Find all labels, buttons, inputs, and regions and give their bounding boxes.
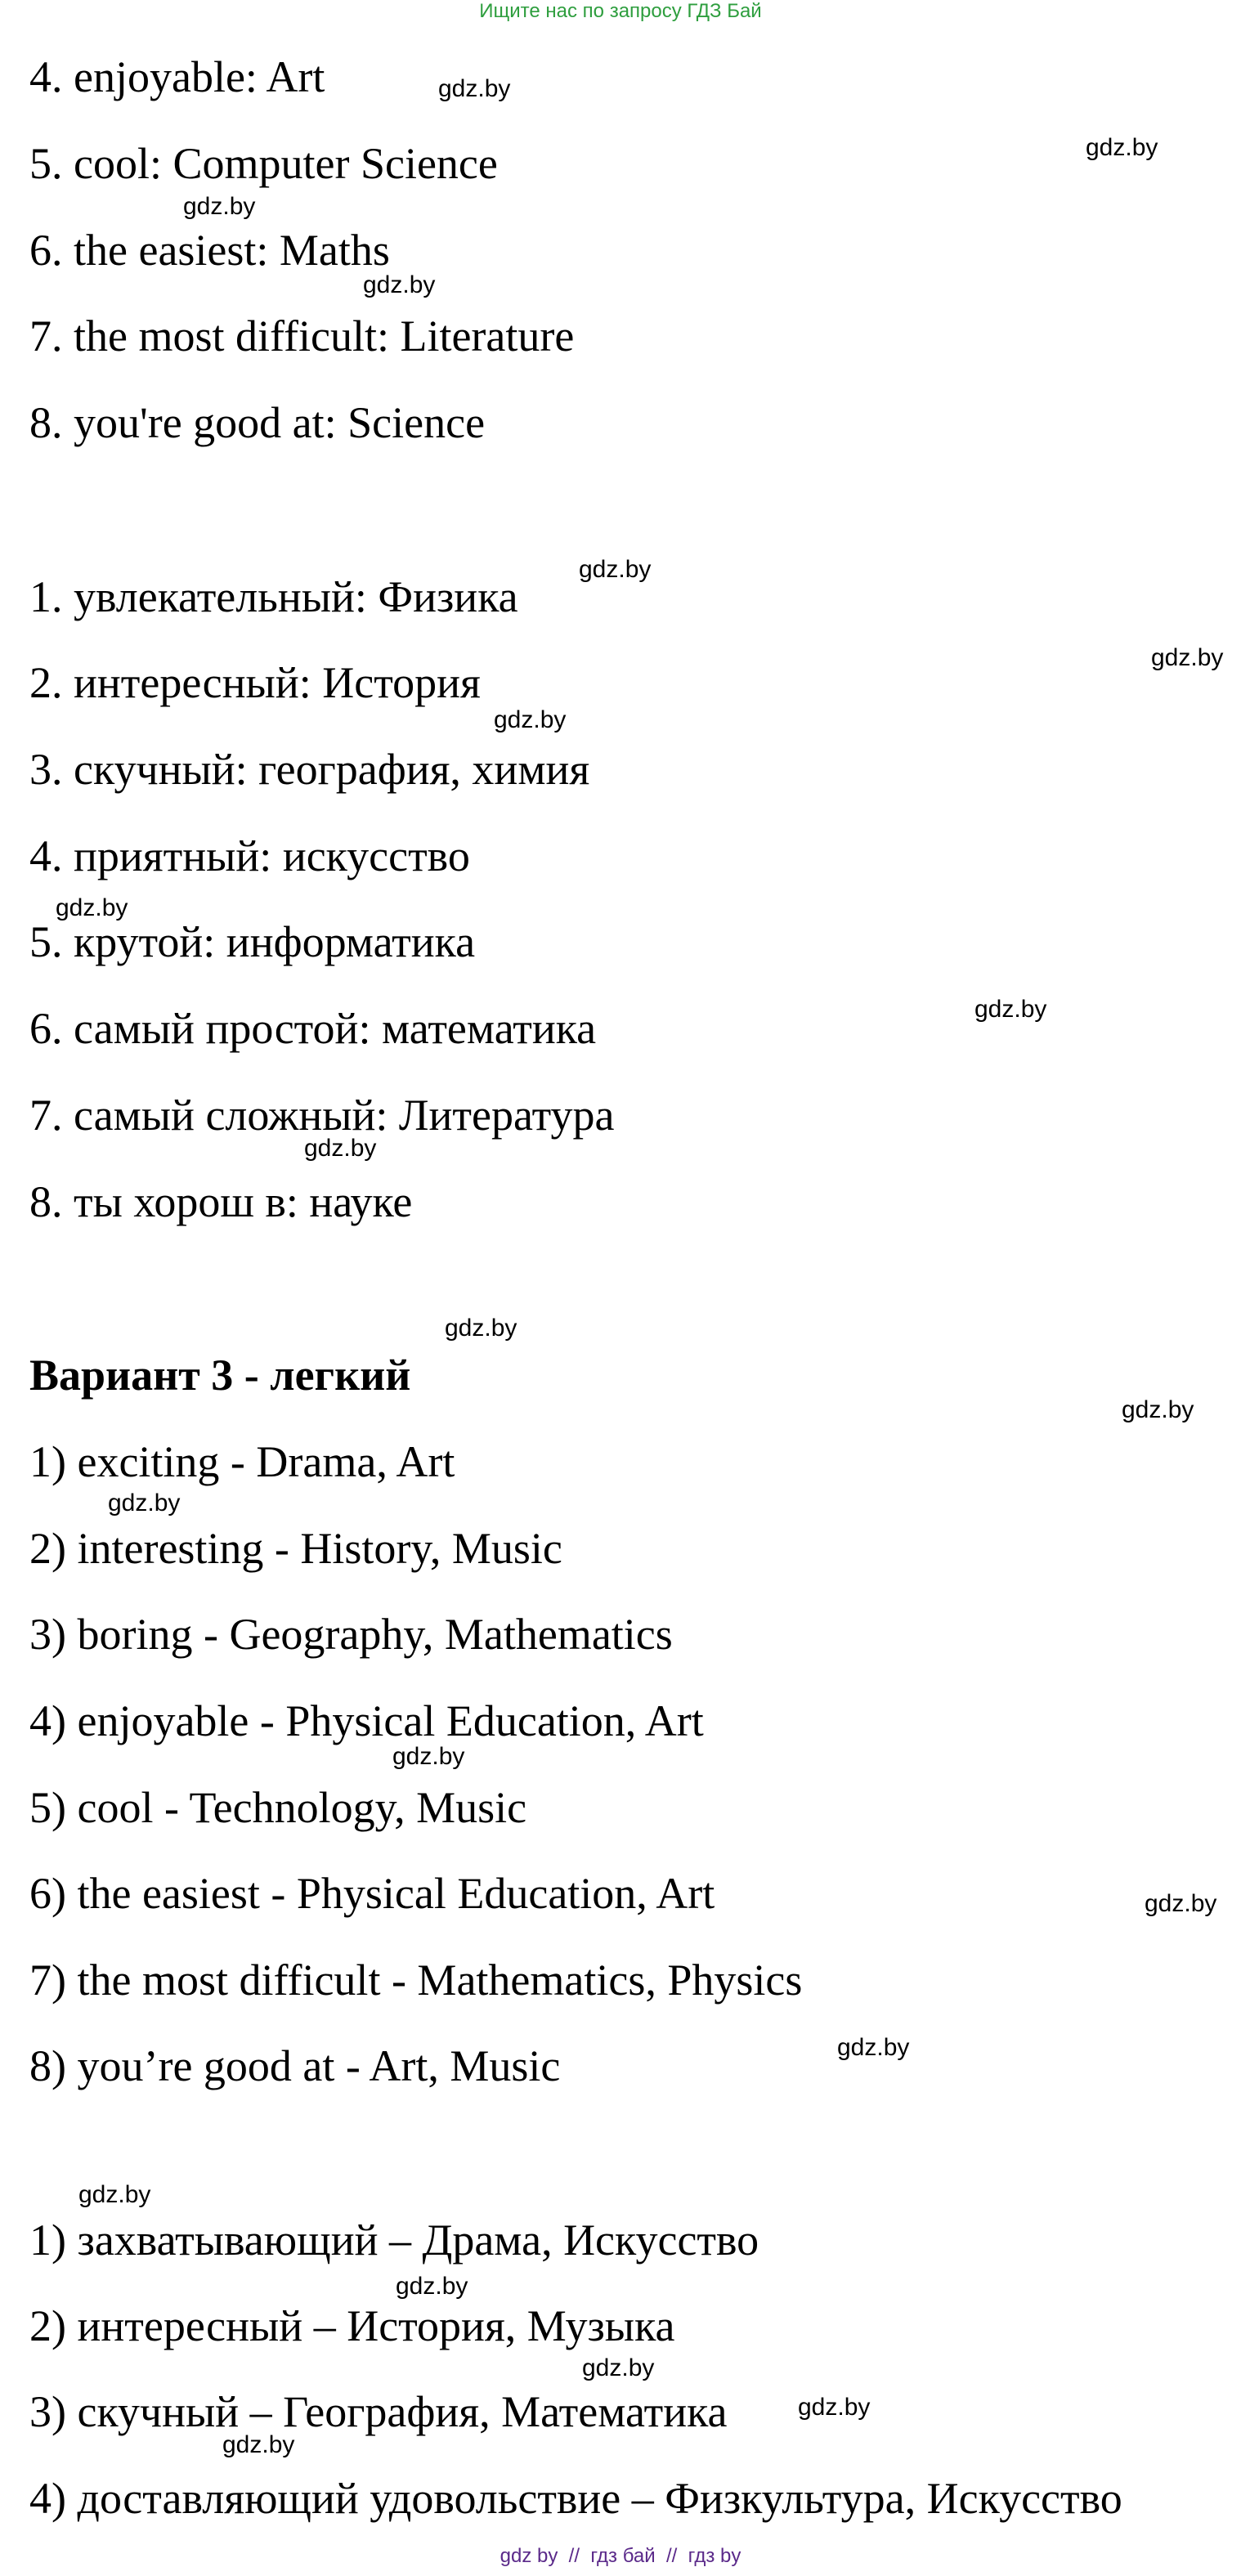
answer-line: 6. the easiest: Maths [29,226,390,275]
answer-line: 2) interesting - History, Music [29,1524,562,1573]
watermark: gdz.by [78,2181,151,2208]
section-heading: Вариант 3 - легкий [29,1351,411,1400]
translation-line: 1. увлекательный: Физика [29,572,518,621]
translation-line: 3. скучный: география, химия [29,745,590,794]
watermark: gdz.by [445,1315,517,1342]
answer-line: 1) exciting - Drama, Art [29,1437,455,1486]
translation-line: 4) доставляющий удовольствие – Физкультура, Искусство [29,2474,1122,2523]
answer-line: 5. cool: Computer Science [29,139,498,188]
translation-line: 1) захватывающий – Драма, Искусство [29,2215,759,2265]
translation-line: 7. самый сложный: Литература [29,1091,615,1140]
translation-line: 8. ты хорош в: науке [29,1177,413,1226]
watermark: gdz.by [974,996,1047,1023]
answer-line: 4. enjoyable: Art [29,52,325,101]
watermark: gdz.by [582,2354,655,2381]
answer-line: 3) boring - Geography, Mathematics [29,1610,673,1659]
watermark: gdz.by [222,2431,295,2458]
top-banner: Ищите нас по запросу ГДЗ Бай [479,0,762,22]
translation-line: 3) скучный – География, Математика [29,2387,728,2436]
watermark: gdz.by [396,2273,468,2300]
translation-line: 2) интересный – История, Музыка [29,2301,675,2350]
answer-line: 6) the easiest - Physical Education, Art [29,1869,715,1918]
watermark: gdz.by [494,706,567,733]
translation-line: 2. интересный: История [29,658,481,707]
watermark: gdz.by [579,556,652,583]
watermark: gdz.by [1145,1890,1217,1917]
watermark: gdz.by [798,2394,871,2421]
answer-line: 8) you’re good at - Art, Music [29,2041,561,2090]
translation-line: 6. самый простой: математика [29,1004,597,1053]
watermark: gdz.by [56,894,128,921]
answer-line: 7) the most difficult - Mathematics, Physics [29,1956,803,2005]
answer-line: 5) cool - Technology, Music [29,1783,527,1832]
watermark: gdz.by [837,2034,910,2061]
watermark: gdz.by [392,1743,465,1770]
watermark: gdz.by [1086,134,1158,161]
translation-line: 4. приятный: искусство [29,831,470,880]
watermark: gdz.by [183,193,256,220]
watermark: gdz.by [363,271,436,298]
watermark: gdz.by [438,75,511,102]
answer-line: 7. the most difficult: Literature [29,311,575,361]
watermark: gdz.by [1122,1396,1194,1423]
answer-line: 4) enjoyable - Physical Education, Art [29,1696,704,1745]
answer-line: 8. you're good at: Science [29,398,486,447]
watermark: gdz.by [304,1135,377,1162]
watermark: gdz.by [1151,644,1224,671]
translation-line: 5. крутой: информатика [29,917,476,966]
footer-links: gdz by // гдз бай // гдз by [500,2545,741,2567]
watermark: gdz.by [108,1490,181,1516]
